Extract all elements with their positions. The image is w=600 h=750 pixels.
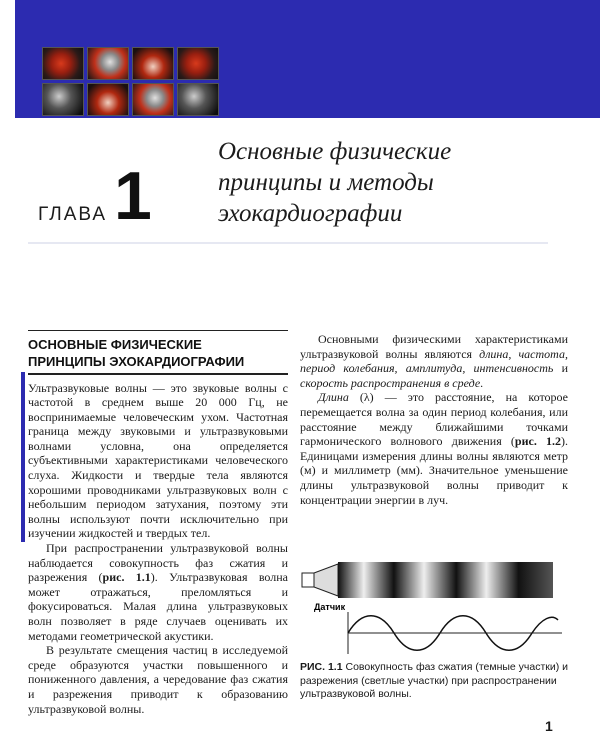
chapter-number: 1 — [114, 158, 152, 234]
accent-bar — [21, 372, 25, 542]
left-column — [28, 330, 288, 716]
chapter-title-line: эхокардиографии — [218, 200, 403, 227]
text-run: — это расстояние, на которое перемещается волна за один период колебания, или расстояние между ближайшими точками гармонического волнового движения ( — [300, 390, 569, 449]
paragraph — [28, 541, 288, 643]
echo-thumbnail — [42, 83, 84, 116]
text-run: ). Единицами измерения длины волны являются метр (м) и миллиметр (мм). Значительное уменьшение длины ультразвуковой волны приводит к концентрации энергии в луч. — [300, 434, 568, 507]
term: Длина — [318, 390, 349, 405]
figure-reference: рис. 1.1 — [102, 570, 151, 585]
echo-thumbnail — [132, 83, 174, 116]
text-run: и — [553, 361, 568, 376]
chapter-title — [218, 136, 578, 229]
paragraph — [300, 390, 568, 507]
right-column — [300, 332, 568, 507]
text-run: При распространении ультразвуковой волны наблюдается совокупность фаз сжатия и разрежения ( — [28, 541, 288, 585]
figure-reference: рис. 1.2 — [514, 434, 561, 449]
echo-thumbnail — [177, 83, 219, 116]
divider — [28, 242, 548, 244]
section-heading-line: ПРИНЦИПЫ ЭХОКАРДИОГРАФИИ — [28, 354, 245, 369]
paragraph: Ультразвуковые волны — это звуковые волны с частотой в среднем выше 20 000 Гц, не воспринимаемые человеческим ухом. Частотная граница между звуковыми и ультразвуковыми волнами условна, она определяется субъективными характеристиками человеческого слуха. Жидкости и твердые тела являются хорошими проводниками ультразвуковых волн с небольшим периодом затухания, поэтому эти волны используют почти исключительно при изучении жидкостей и твердых тел. — [28, 380, 288, 541]
section-heading — [28, 330, 288, 370]
echo-thumbnail — [87, 47, 129, 80]
echo-thumbnail — [87, 83, 129, 116]
chapter-label: ГЛАВА — [38, 204, 108, 225]
heading-rule — [28, 373, 288, 375]
symbol: (λ) — [348, 390, 374, 405]
page-number: 1 — [545, 718, 553, 734]
text-run: Основными физическими характеристиками ультразвуковой волны являются — [300, 332, 568, 361]
echo-thumbnail — [132, 47, 174, 80]
caption-label: РИС. 1.1 — [300, 661, 343, 673]
chapter-title-line: Основные физические — [218, 138, 452, 165]
compression-rarefaction-bands — [338, 562, 553, 598]
caption-text: Совокупность фаз сжатия (темные участки) и разрежения (светлые участки) при распространении ультразвуковой волны. — [300, 661, 569, 700]
chapter-title-line: принципы и методы — [218, 169, 434, 196]
echo-thumbnail — [42, 47, 84, 80]
term: скорость распространения в среде — [300, 375, 481, 390]
term-list: длина, частота, период колебания, амплитуда, интенсивность — [300, 346, 568, 376]
text-run: . — [480, 375, 484, 390]
echo-thumbnail — [177, 47, 219, 80]
sensor-label: Датчик — [314, 602, 346, 612]
transducer-icon — [302, 564, 338, 596]
text-run: ). Ультразвуковая волна может отражаться, преломляться и фокусироваться. Малая длина ультразвуковых волн позволяет в ряде случаев оценивать их методами геометрической акустики. — [28, 570, 288, 643]
figure-caption — [300, 661, 572, 702]
echo-image-strip — [42, 47, 220, 117]
paragraph — [300, 332, 568, 390]
paragraph: В результате смещения частиц в исследуемой среде образуются участки повышенного и пониженного давления, а чередование фаз сжатия и разрежения приводит к образованию ультразвуковой волны. — [28, 643, 288, 716]
figure-1-1 — [300, 550, 565, 656]
section-heading-line: ОСНОВНЫЕ ФИЗИЧЕСКИЕ — [28, 337, 202, 352]
